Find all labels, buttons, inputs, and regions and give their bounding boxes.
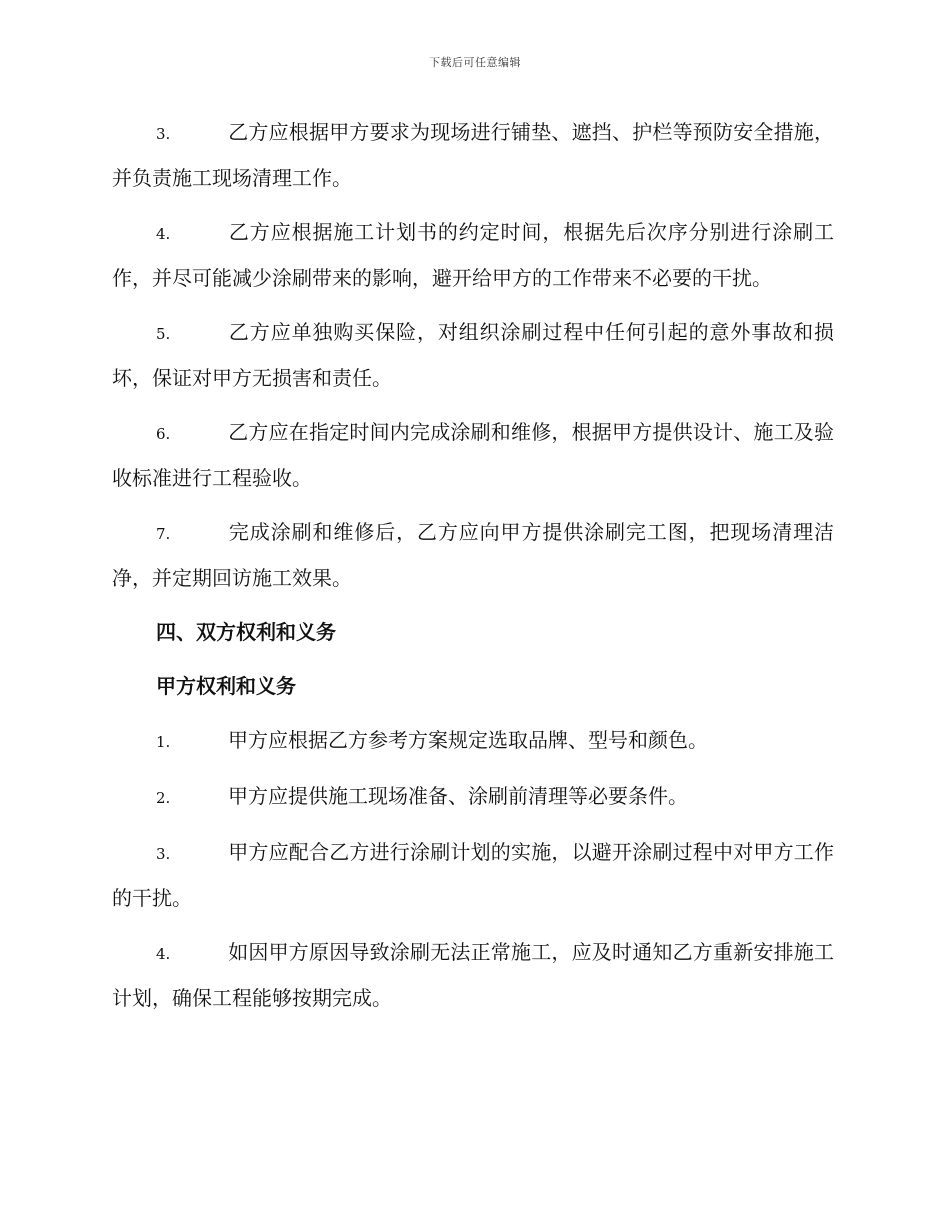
sub-heading: 甲方权利和义务 (156, 674, 296, 698)
list-item (112, 110, 834, 200)
item-number: 4. (156, 945, 171, 963)
list-item (112, 410, 834, 500)
item-text: 完成涂刷和维修后，乙方应向甲方提供涂刷完工图，把现场清理洁净，并定期回访施工效果。 (112, 520, 834, 590)
item-text: 甲方应配合乙方进行涂刷计划的实施，以避开涂刷过程中对甲方工作的干扰。 (112, 840, 834, 910)
item-number: 2. (156, 789, 171, 807)
item-number: 3. (156, 845, 171, 863)
item-number: 6. (156, 425, 171, 443)
header-note: 下载后可任意编辑 (429, 56, 521, 69)
item-text: 甲方应根据乙方参考方案规定选取品牌、型号和颜色。 (228, 728, 708, 752)
item-number: 5. (156, 325, 171, 343)
list-item (112, 210, 834, 300)
list-item (112, 510, 834, 600)
item-text: 乙方应根据甲方要求为现场进行铺垫、遮挡、护栏等预防安全措施，并负责施工现场清理工作。 (112, 120, 834, 190)
item-number: 7. (156, 525, 171, 543)
list-item (112, 310, 834, 400)
list-item (112, 774, 834, 820)
item-number: 1. (156, 733, 171, 751)
item-text: 乙方应在指定时间内完成涂刷和维修，根据甲方提供设计、施工及验收标准进行工程验收。 (112, 420, 834, 490)
list-item (112, 830, 834, 920)
item-text: 甲方应提供施工现场准备、涂刷前清理等必要条件。 (228, 784, 688, 808)
item-number: 3. (156, 125, 171, 143)
list-item (112, 718, 834, 764)
list-item (112, 930, 834, 1020)
section-heading: 四、双方权利和义务 (156, 620, 336, 644)
item-text: 乙方应根据施工计划书的约定时间，根据先后次序分别进行涂刷工作，并尽可能减少涂刷带来的影响，避开给甲方的工作带来不必要的干扰。 (112, 220, 834, 290)
document-body (112, 110, 834, 1030)
item-number: 4. (156, 225, 171, 243)
item-text: 乙方应单独购买保险，对组织涂刷过程中任何引起的意外事故和损坏，保证对甲方无损害和责任。 (112, 320, 834, 390)
item-text: 如因甲方原因导致涂刷无法正常施工，应及时通知乙方重新安排施工计划，确保工程能够按期完成。 (112, 940, 834, 1010)
